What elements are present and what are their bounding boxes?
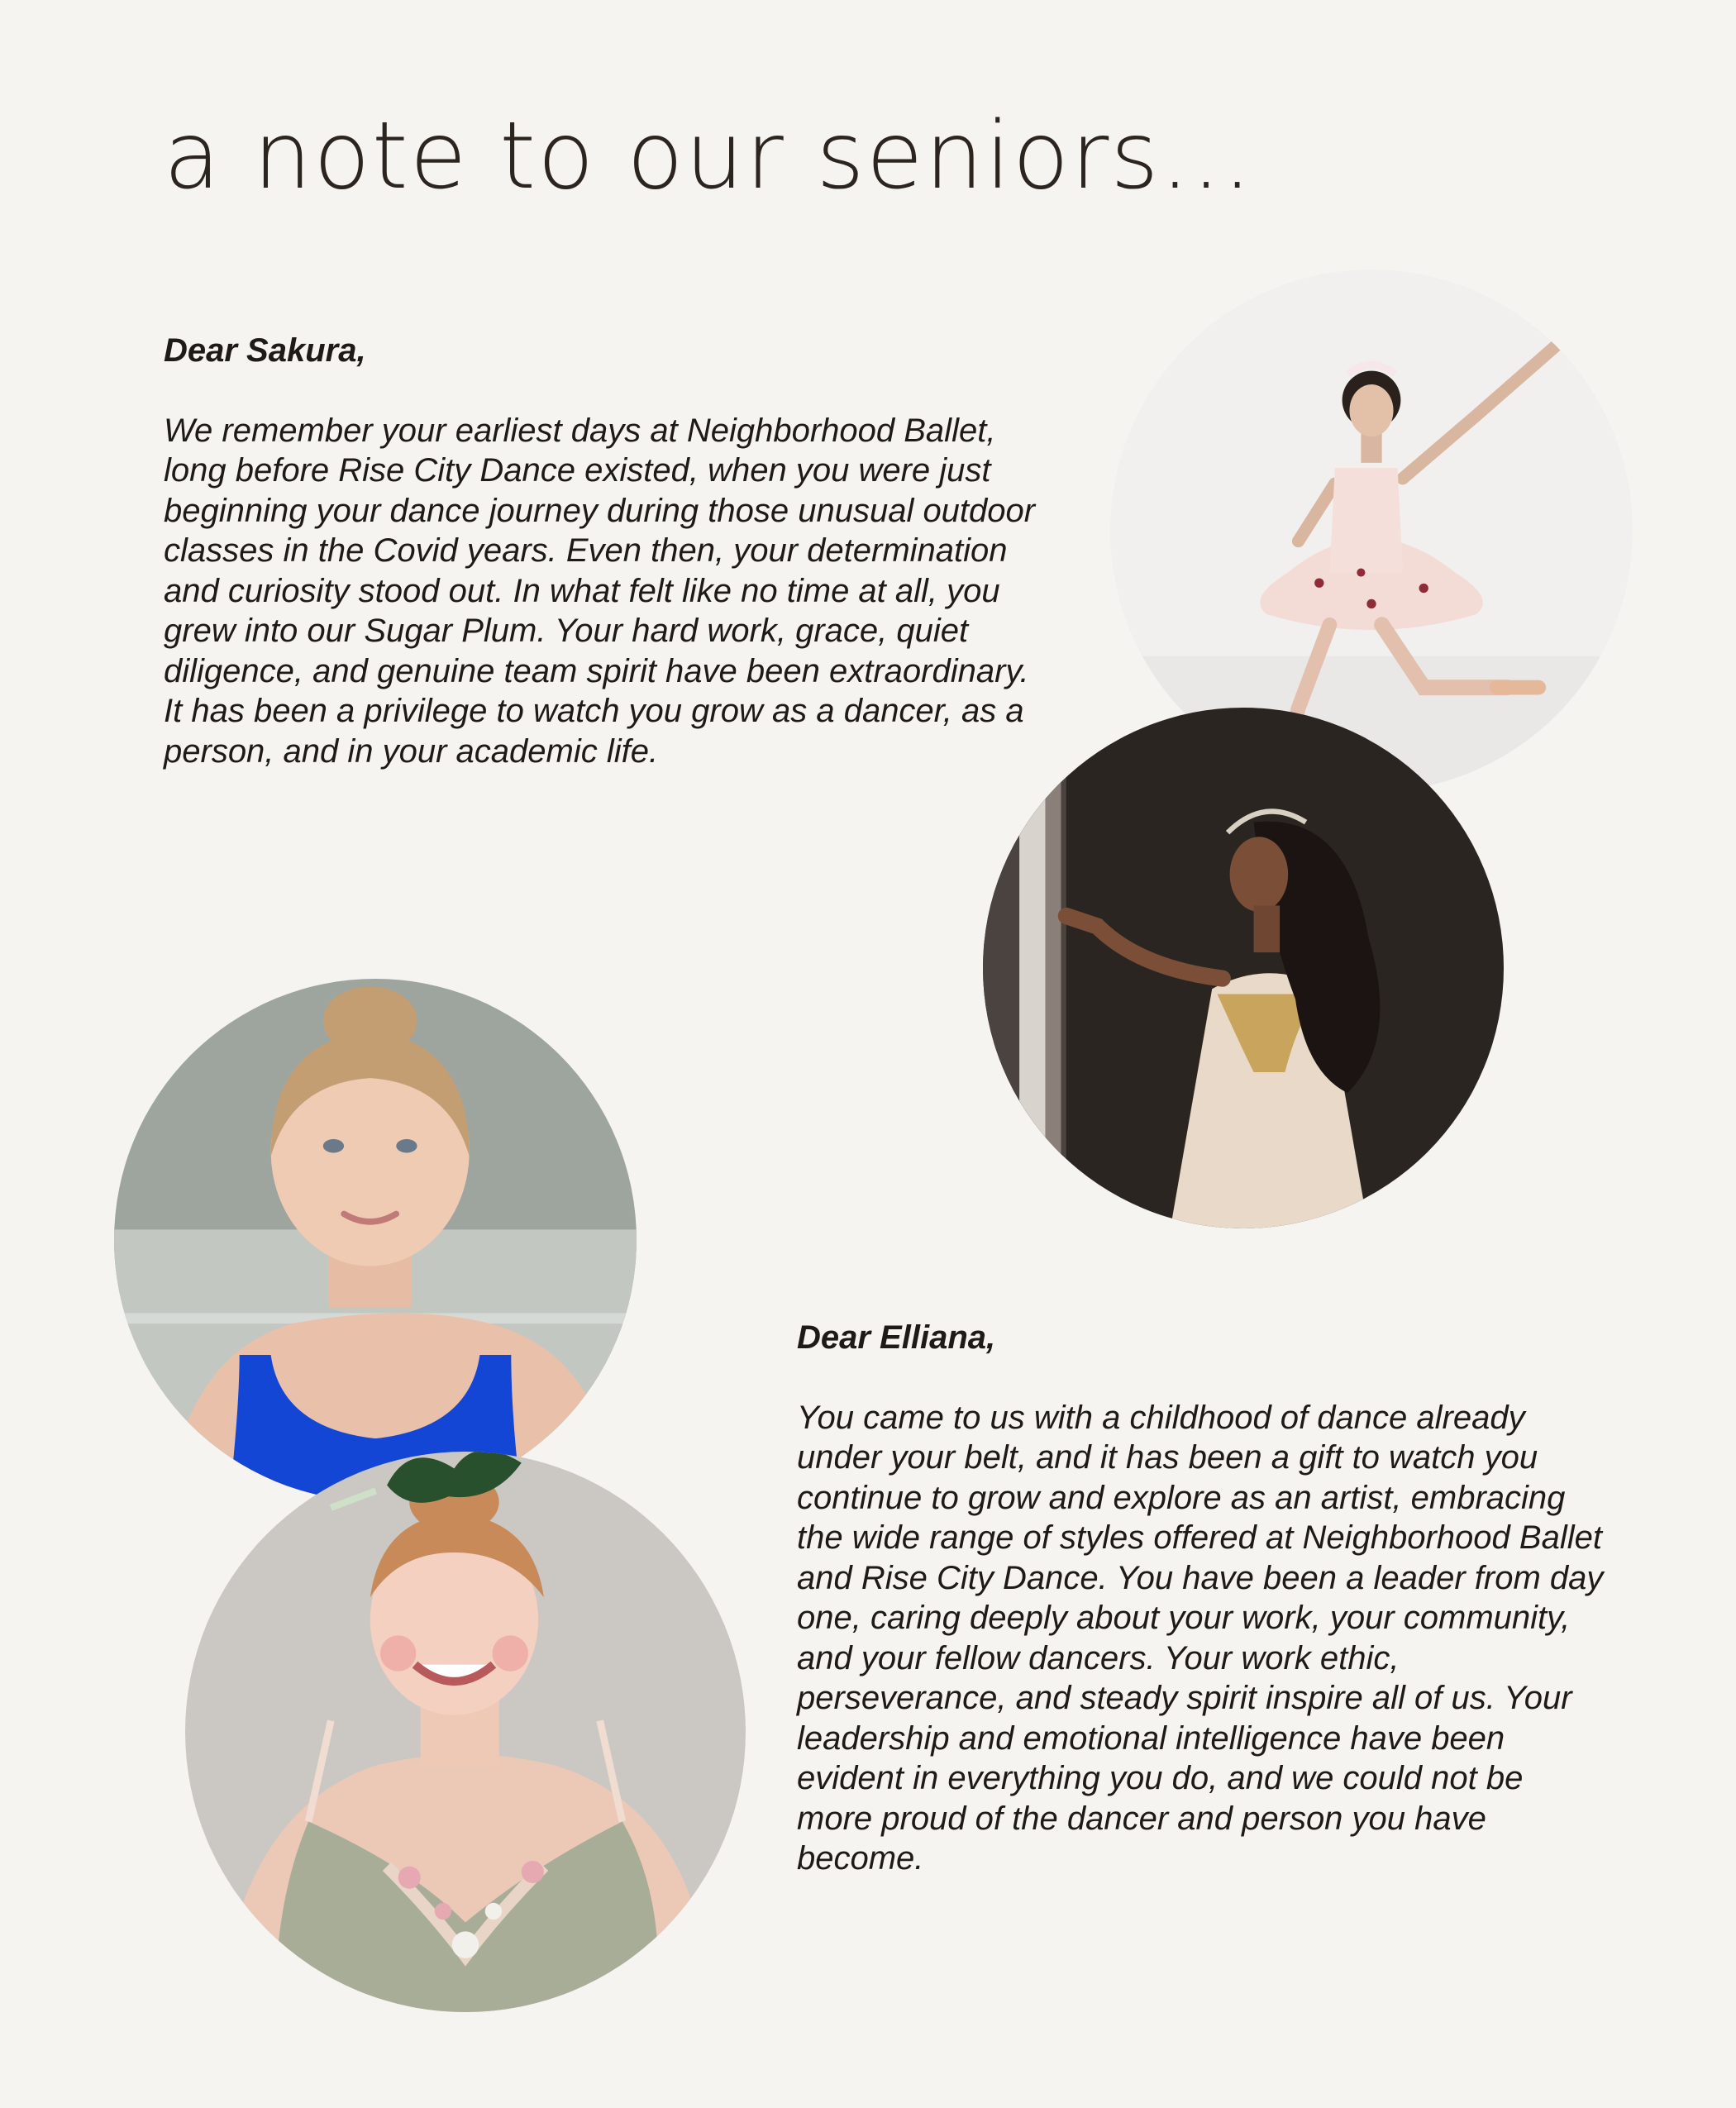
photo-elliana-portrait [114, 979, 637, 1501]
letter-greeting: Dear Elliana, [797, 1319, 996, 1356]
letter-body: We remember your earliest days at Neighborhood Ballet, long before Rise City Dance existed, when you were just beginning your dance journey during those unusual outdoor classes in the Covid years. Even then, your determination and curiosity stood out. In what felt like no time at all, you grew into our Sugar Plum. Your hard work, grace, quiet diligence, and genuine team spirit have been extraordinary. It has been a privilege to watch you grow as a dancer, as a person, and in your academic life. [164, 412, 1036, 770]
letter-body: You came to us with a childhood of dance already under your belt, and it has been a gift to watch you continue to grow and explore as an artist, embracing the wide range of styles offered at Neighborhood Ballet and Rise City Dance. You have been a leader from day one, caring deeply about your work, your community, and your fellow dancers. Your work ethic, perseverance, and steady spirit inspire all of us. Your leadership and emotional intelligence have been evident in everything you do, and we could not be more proud of the dancer and person you have become. [797, 1399, 1604, 1877]
photo-elliana-costume [185, 1452, 746, 2012]
letter-greeting: Dear Sakura, [164, 332, 366, 369]
letter-elliana [797, 1318, 1607, 1879]
page-title: a note to our seniors... [164, 103, 1254, 210]
letter-sakura [164, 331, 1040, 771]
photo-dancer-window [983, 708, 1504, 1228]
